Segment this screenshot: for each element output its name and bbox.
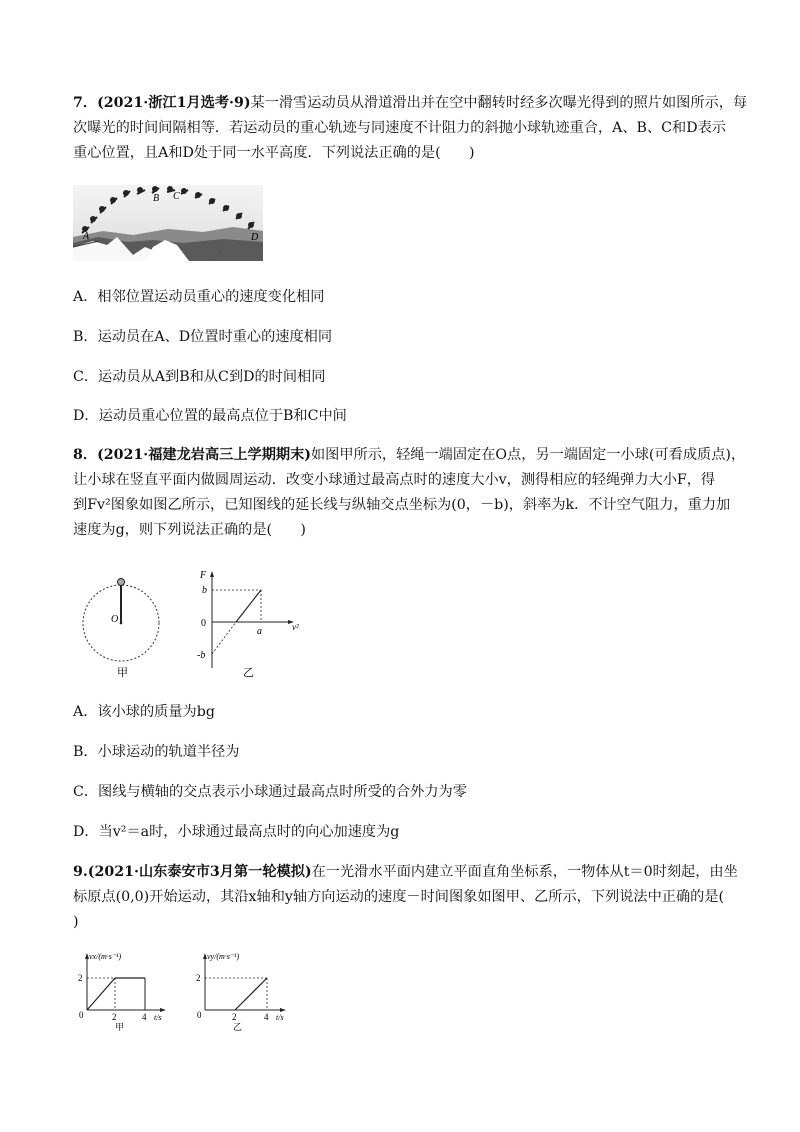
q7-option-c: C．运动员从A到B和从C到D的时间相同	[73, 369, 326, 385]
graph-origin: 0	[201, 618, 206, 629]
q7-number: 7．	[73, 95, 98, 111]
vy-tick-4: 4	[264, 1012, 269, 1022]
vy-x-label: t/s	[276, 1013, 284, 1022]
circle-caption: 甲	[117, 667, 128, 679]
photo-label-c: C	[173, 191, 180, 202]
photo-label-a: A	[83, 231, 90, 242]
q7-line-3: 重心位置，且A和D处于同一水平高度．下列说法正确的是( )	[73, 145, 475, 161]
q8-option-b: B．小球运动的轨道半径为	[73, 744, 240, 760]
vx-tick-0: 0	[79, 1010, 84, 1020]
vy-tick-2: 2	[232, 1012, 237, 1022]
vy-caption: 乙	[233, 1022, 243, 1032]
circle-center-label: O	[111, 614, 119, 625]
q8-source: (2021·福建龙岩高三上学期期末)	[97, 447, 311, 463]
photo-label-b: B	[153, 193, 160, 204]
q9-line-2: 标原点(0,0)开始运动，其沿x轴和y轴方向运动的速度－时间图象如图甲、乙所示，下列说法中正确的是(	[73, 889, 725, 905]
vx-x-label: t/s	[154, 1013, 162, 1022]
q8-text-1: 如图甲所示，轻绳一端固定在O点，另一端固定一小球(可看成质点)，	[310, 447, 746, 463]
graph-b-bottom: -b	[197, 650, 206, 661]
vx-tick-2: 2	[112, 1012, 117, 1022]
vy-y-label: vy/(m·s⁻¹)	[207, 952, 240, 961]
q7-line-1	[73, 93, 747, 113]
photo-label-d: D	[251, 232, 259, 243]
q9-graph-vy	[193, 948, 293, 1033]
vx-caption: 甲	[115, 1022, 125, 1032]
q8-figure-graph	[195, 568, 320, 688]
q7-line-2: 次曝光的时间间隔相等．若运动员的重心轨迹与同速度不计阻力的斜抛小球轨迹重合，A、B、C和D表示	[73, 120, 726, 136]
q8-line-1	[73, 445, 745, 465]
q7-text-1: 某一滑雪运动员从滑道滑出并在空中翻转时经多次曝光得到的照片如图所示，每	[250, 95, 748, 111]
q7-option-a: A．相邻位置运动员重心的速度变化相同	[73, 289, 325, 305]
graph-b-top: b	[202, 585, 207, 596]
graph-x-label: v²	[292, 622, 299, 632]
q8-number: 8．	[73, 447, 98, 463]
vy-tick-0: 0	[197, 1010, 202, 1020]
graph-caption: 乙	[243, 667, 254, 679]
q9-line-1	[73, 862, 738, 882]
vx-tick-y: 2	[78, 973, 83, 983]
vx-y-label: vx/(m·s⁻¹)	[89, 952, 122, 961]
q8-option-d: D．当v²＝a时，小球通过最高点时的向心加速度为g	[73, 824, 400, 840]
q8-line-2: 让小球在竖直平面内做圆周运动．改变小球通过最高点时的速度大小v，测得相应的轻绳弹力大小F，得	[73, 472, 716, 488]
q7-source: (2021·浙江1月选考·9)	[97, 95, 251, 111]
q8-option-a: A．该小球的质量为bg	[73, 704, 215, 720]
q8-figure-circle	[75, 570, 170, 685]
q8-line-3: 到Fv²图象如图乙所示，已知图线的延长线与纵轴交点坐标为(0，－b)，斜率为k．不计空气阻力，重力加	[73, 497, 731, 513]
q9-text-1: 在一光滑水平面内建立平面直角坐标系，一物体从t＝0时刻起，由坐	[311, 864, 738, 880]
q7-option-d: D．运动员重心位置的最高点位于B和C中间	[73, 408, 347, 424]
graph-y-label: F	[200, 570, 207, 581]
q9-line-3: )	[73, 914, 79, 930]
vx-tick-4: 4	[142, 1012, 147, 1022]
q7-option-b: B．运动员在A、D位置时重心的速度相同	[73, 329, 333, 345]
q8-option-c: C．图线与横轴的交点表示小球通过最高点时所受的合外力为零	[73, 784, 467, 800]
vy-tick-y: 2	[196, 973, 201, 983]
q9-source: 9.(2021·山东泰安市3月第一轮模拟)	[73, 864, 312, 880]
q8-line-4: 速度为g，则下列说法正确的是( )	[73, 522, 306, 538]
graph-a: a	[257, 626, 262, 637]
q9-graph-vx	[75, 948, 170, 1033]
q7-ski-photo	[73, 185, 263, 261]
